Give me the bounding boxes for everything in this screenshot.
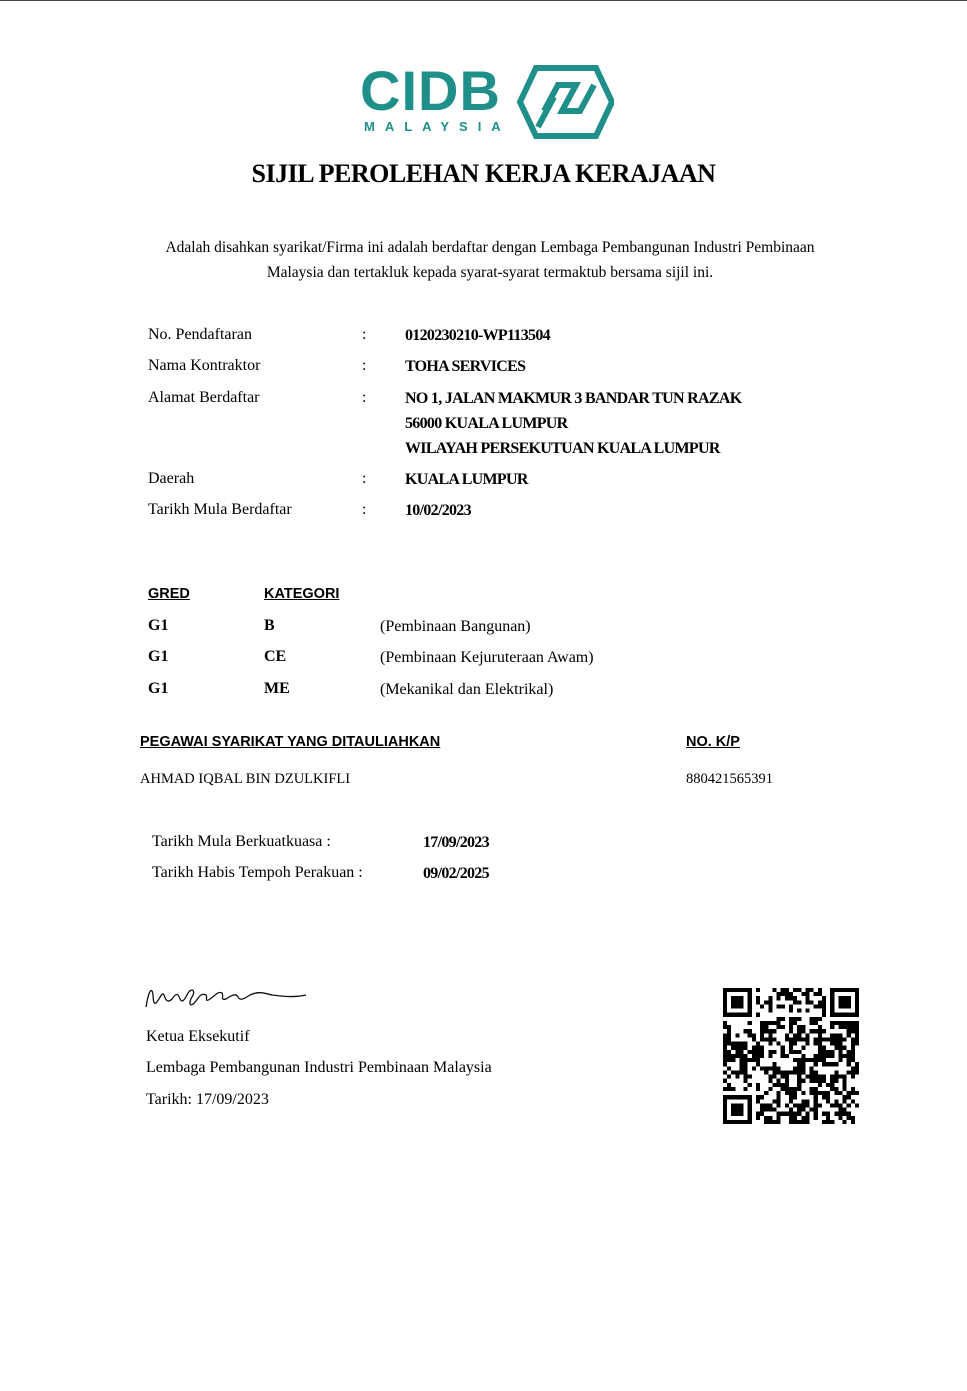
intro-paragraph [120,235,860,285]
signatory-org: Lembaga Pembangunan Industri Pembinaan Malaysia [146,1059,492,1076]
reg-label: No. Pendaftaran [148,326,252,343]
address-block [405,386,741,461]
grade-row-3-desc: (Mekanikal dan Elektrikal) [380,681,554,698]
grade-row-2-grade: G1 [148,648,169,665]
start-label: Tarikh Mula Berdaftar [148,501,292,518]
expiry-label: Tarikh Habis Tempoh Perakuan : [152,864,363,881]
signatory-title: Ketua Eksekutif [146,1028,250,1045]
logo-text: CIDB [360,59,501,122]
name-value: TOHA SERVICES [405,358,526,375]
signatory-date: Tarikh: 17/09/2023 [146,1091,269,1108]
grade-row-1-desc: (Pembinaan Bangunan) [380,618,531,635]
cidb-mark-icon [514,65,614,139]
effective-value: 17/09/2023 [423,834,489,851]
district-colon: : [362,470,367,487]
id-header: NO. K/P [686,734,740,750]
addr-colon: : [362,389,367,406]
reg-value: 0120230210-WP113504 [405,327,550,344]
certificate-title: SIJIL PEROLEHAN KERJA KERAJAAN [251,159,716,188]
name-label: Nama Kontraktor [148,357,261,374]
addr-line-1: NO 1, JALAN MAKMUR 3 BANDAR TUN RAZAK [405,390,742,407]
cidb-logo [360,59,620,143]
addr-line-2: 56000 KUALA LUMPUR [405,415,568,432]
grade-row-2-desc: (Pembinaan Kejuruteraan Awam) [380,649,594,666]
start-colon: : [362,501,367,518]
officer-id: 880421565391 [686,771,773,787]
effective-label: Tarikh Mula Berkuatkuasa : [152,833,331,850]
intro-line-2: Malaysia dan tertakluk kepada syarat-syarat termaktub bersama sijil ini. [266,264,714,281]
district-value: KUALA LUMPUR [405,471,528,488]
expiry-value: 09/02/2025 [423,865,489,882]
start-value: 10/02/2023 [405,502,471,519]
name-colon: : [362,357,367,374]
officer-name: AHMAD IQBAL BIN DZULKIFLI [140,771,351,787]
signature-image [140,981,310,1017]
category-header: KATEGORI [264,586,340,602]
logo-subtext: MALAYSIA [364,119,511,134]
intro-line-1: Adalah disahkan syarikat/Firma ini adalah berdaftar dengan Lembaga Pembangunan Industri Pembinaan [165,239,815,256]
grade-row-2-category: CE [264,648,287,665]
addr-label: Alamat Berdaftar [148,389,260,406]
grade-row-1-category: B [264,617,275,634]
grade-row-3-grade: G1 [148,680,169,697]
grade-row-3-category: ME [264,680,290,697]
qr-code-icon [723,988,859,1124]
district-label: Daerah [148,470,195,487]
grade-header: GRED [148,586,190,602]
grade-row-1-grade: G1 [148,617,169,634]
officer-header: PEGAWAI SYARIKAT YANG DITAULIAHKAN [140,734,441,750]
addr-line-3: WILAYAH PERSEKUTUAN KUALA LUMPUR [405,440,720,457]
reg-colon: : [362,326,367,343]
